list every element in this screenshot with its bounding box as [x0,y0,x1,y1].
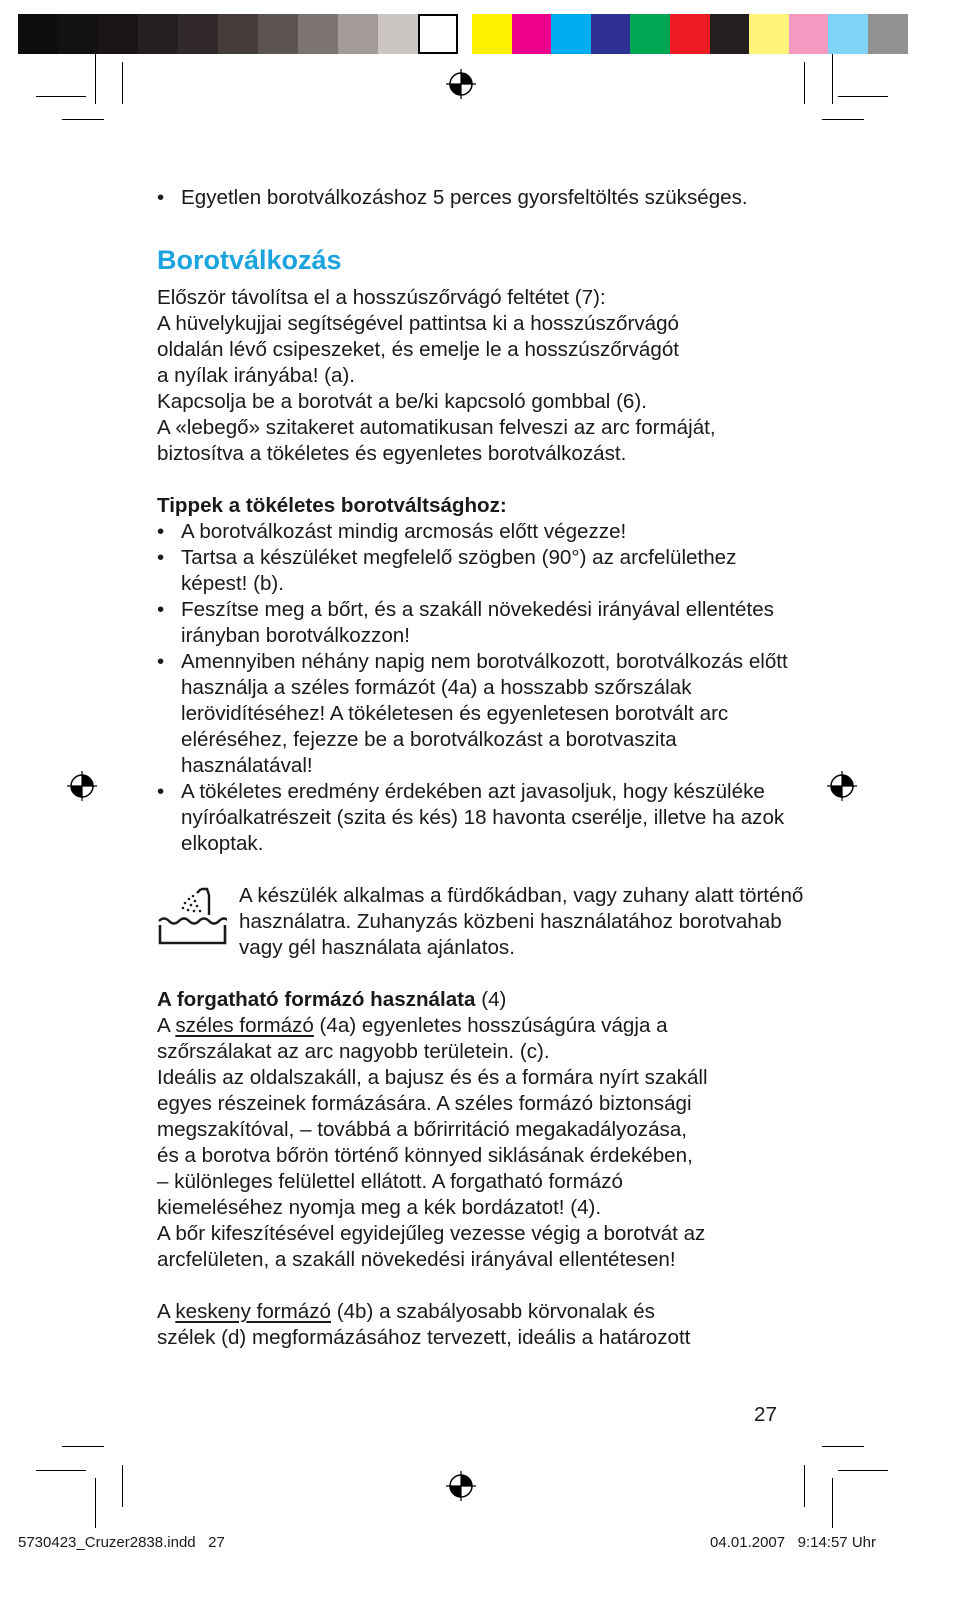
bath-shower-icon [157,885,227,947]
bath-note-text: A készülék alkalmas a fürdőkádban, vagy zuhany alatt történő használatra. Zuhanyzás közbeni használatához borotvahab vagy gél használata ajánlatos. [239,884,804,959]
intro-bullet-list [157,185,807,211]
process-color-swatch [472,14,512,54]
gray-swatch [218,14,258,54]
page-content [157,185,807,1351]
text-line: A hüvelykujjai segítségével pattintsa ki a hosszúszőrvágó [157,312,680,335]
registration-mark-icon [445,68,477,100]
text-line: Először távolítsa el a hosszúszőrvágó feltétet (7): [157,286,606,309]
process-color-swatch [591,14,631,54]
text-line: kiemeléséhez nyomja meg a kék bordázatot! (4). [157,1196,602,1219]
text-line: A «lebegő» szitakeret automatikusan felveszi az arc formáját, [157,416,716,439]
text-line: megszakítóval, – továbbá a bőrirritáció megakadályozása, [157,1118,687,1141]
gray-swatch [418,14,458,54]
slug-datetime: 04.01.2007 9:14:57 Uhr [710,1534,876,1551]
text-line: A bőr kifeszítésével egyidejűleg vezesse végig a borotvát az [157,1222,706,1245]
gray-swatch [258,14,298,54]
process-color-swatch [670,14,710,54]
gray-swatch [18,14,58,54]
page-number: 27 [754,1403,777,1426]
text-span: (4a) egyenletes hosszúságúra vágja a [313,1014,668,1037]
text-line: oldalán lévő csipeszeket, és emelje le a hosszúszőrvágót [157,338,679,361]
process-color-swatch [749,14,789,54]
registration-mark-icon [826,770,858,802]
registration-mark-icon [445,1470,477,1502]
process-color-swatch [828,14,868,54]
bath-note [157,883,807,961]
text-span: A [157,1300,176,1323]
trimmer-paragraph [157,1039,807,1273]
list-item: • Feszítse meg a bőrt, és a szakáll növekedési irányával ellentétes irányban borotválkozzon! [157,597,807,649]
gray-color-bar [18,14,458,54]
list-item: • A tökéletes eredmény érdekében azt javasoljuk, hogy készüléke nyíróalkatrészeit (szita és kés) 18 havonta cserélje, illetve ha azok elkoptak. [157,779,807,857]
gray-swatch [338,14,378,54]
process-color-swatch [551,14,591,54]
registration-mark-icon [66,770,98,802]
wide-trimmer-line [157,1013,807,1039]
process-color-swatch [630,14,670,54]
gray-swatch [178,14,218,54]
text-line: és a borotva bőrön történő könnyed siklásának érdekében, [157,1144,693,1167]
tips-list [157,519,807,857]
list-item: • Amennyiben néhány napig nem borotválkozott, borotválkozás előtt használja a széles formázót (4a) a hosszabb szőrszálak lerövidítéséhez! A tökéletesen és egyenletesen borotvált arc eléréséhez, fejezze be a borotválkozást a borotvaszita használatával! [157,649,807,779]
shaving-instructions [157,285,807,467]
gray-swatch [58,14,98,54]
text-line: szőrszálakat az arc nagyobb területein. (c). [157,1040,550,1063]
text-line: Kapcsolja be a borotvát a be/ki kapcsoló gombbal (6). [157,390,647,413]
trimmer-heading: A forgatható formázó használata [157,988,476,1011]
process-color-swatch [512,14,552,54]
slug-filename: 5730423_Cruzer2838.indd 27 [18,1534,225,1551]
text-line: egyes részeinek formázására. A széles formázó biztonsági [157,1092,692,1115]
process-color-swatch [710,14,750,54]
text-line: arcfelületen, a szakáll növekedési irányával ellentétesen! [157,1248,676,1271]
text-line: Ideális az oldalszakáll, a bajusz és és a formára nyírt szakáll [157,1066,708,1089]
text-span: (4b) a szabályosabb körvonalak és [331,1300,655,1323]
process-color-swatch [868,14,908,54]
text-line: – különleges felülettel ellátott. A forgatható formázó [157,1170,623,1193]
list-item: • Tartsa a készüléket megfelelő szögben (90°) az arcfelülethez képest! (b). [157,545,807,597]
process-color-swatch [789,14,829,54]
gray-swatch [378,14,418,54]
narrow-trimmer-term: keskeny formázó [175,1300,331,1323]
process-color-bar [472,14,908,54]
trimmer-heading-line [157,987,807,1013]
gray-swatch [138,14,178,54]
tips-heading: Tippek a tökéletes borotváltsághoz: [157,494,507,517]
gray-swatch [298,14,338,54]
wide-trimmer-term: széles formázó [175,1014,314,1037]
text-line: a nyílak irányába! (a). [157,364,356,387]
gray-swatch [98,14,138,54]
trimmer-heading-ref: (4) [475,988,507,1011]
list-item: • A borotválkozást mindig arcmosás előtt végezze! [157,519,807,545]
section-heading: Borotválkozás [157,245,342,275]
text-line: biztosítva a tökéletes és egyenletes borotválkozást. [157,442,627,465]
narrow-trimmer-line-2: szélek (d) megformázásához tervezett, ideális a határozott [157,1326,691,1349]
narrow-trimmer-line [157,1299,807,1325]
list-item: • Egyetlen borotválkozáshoz 5 perces gyorsfeltöltés szükséges. [157,185,807,211]
text-span: A [157,1014,176,1037]
